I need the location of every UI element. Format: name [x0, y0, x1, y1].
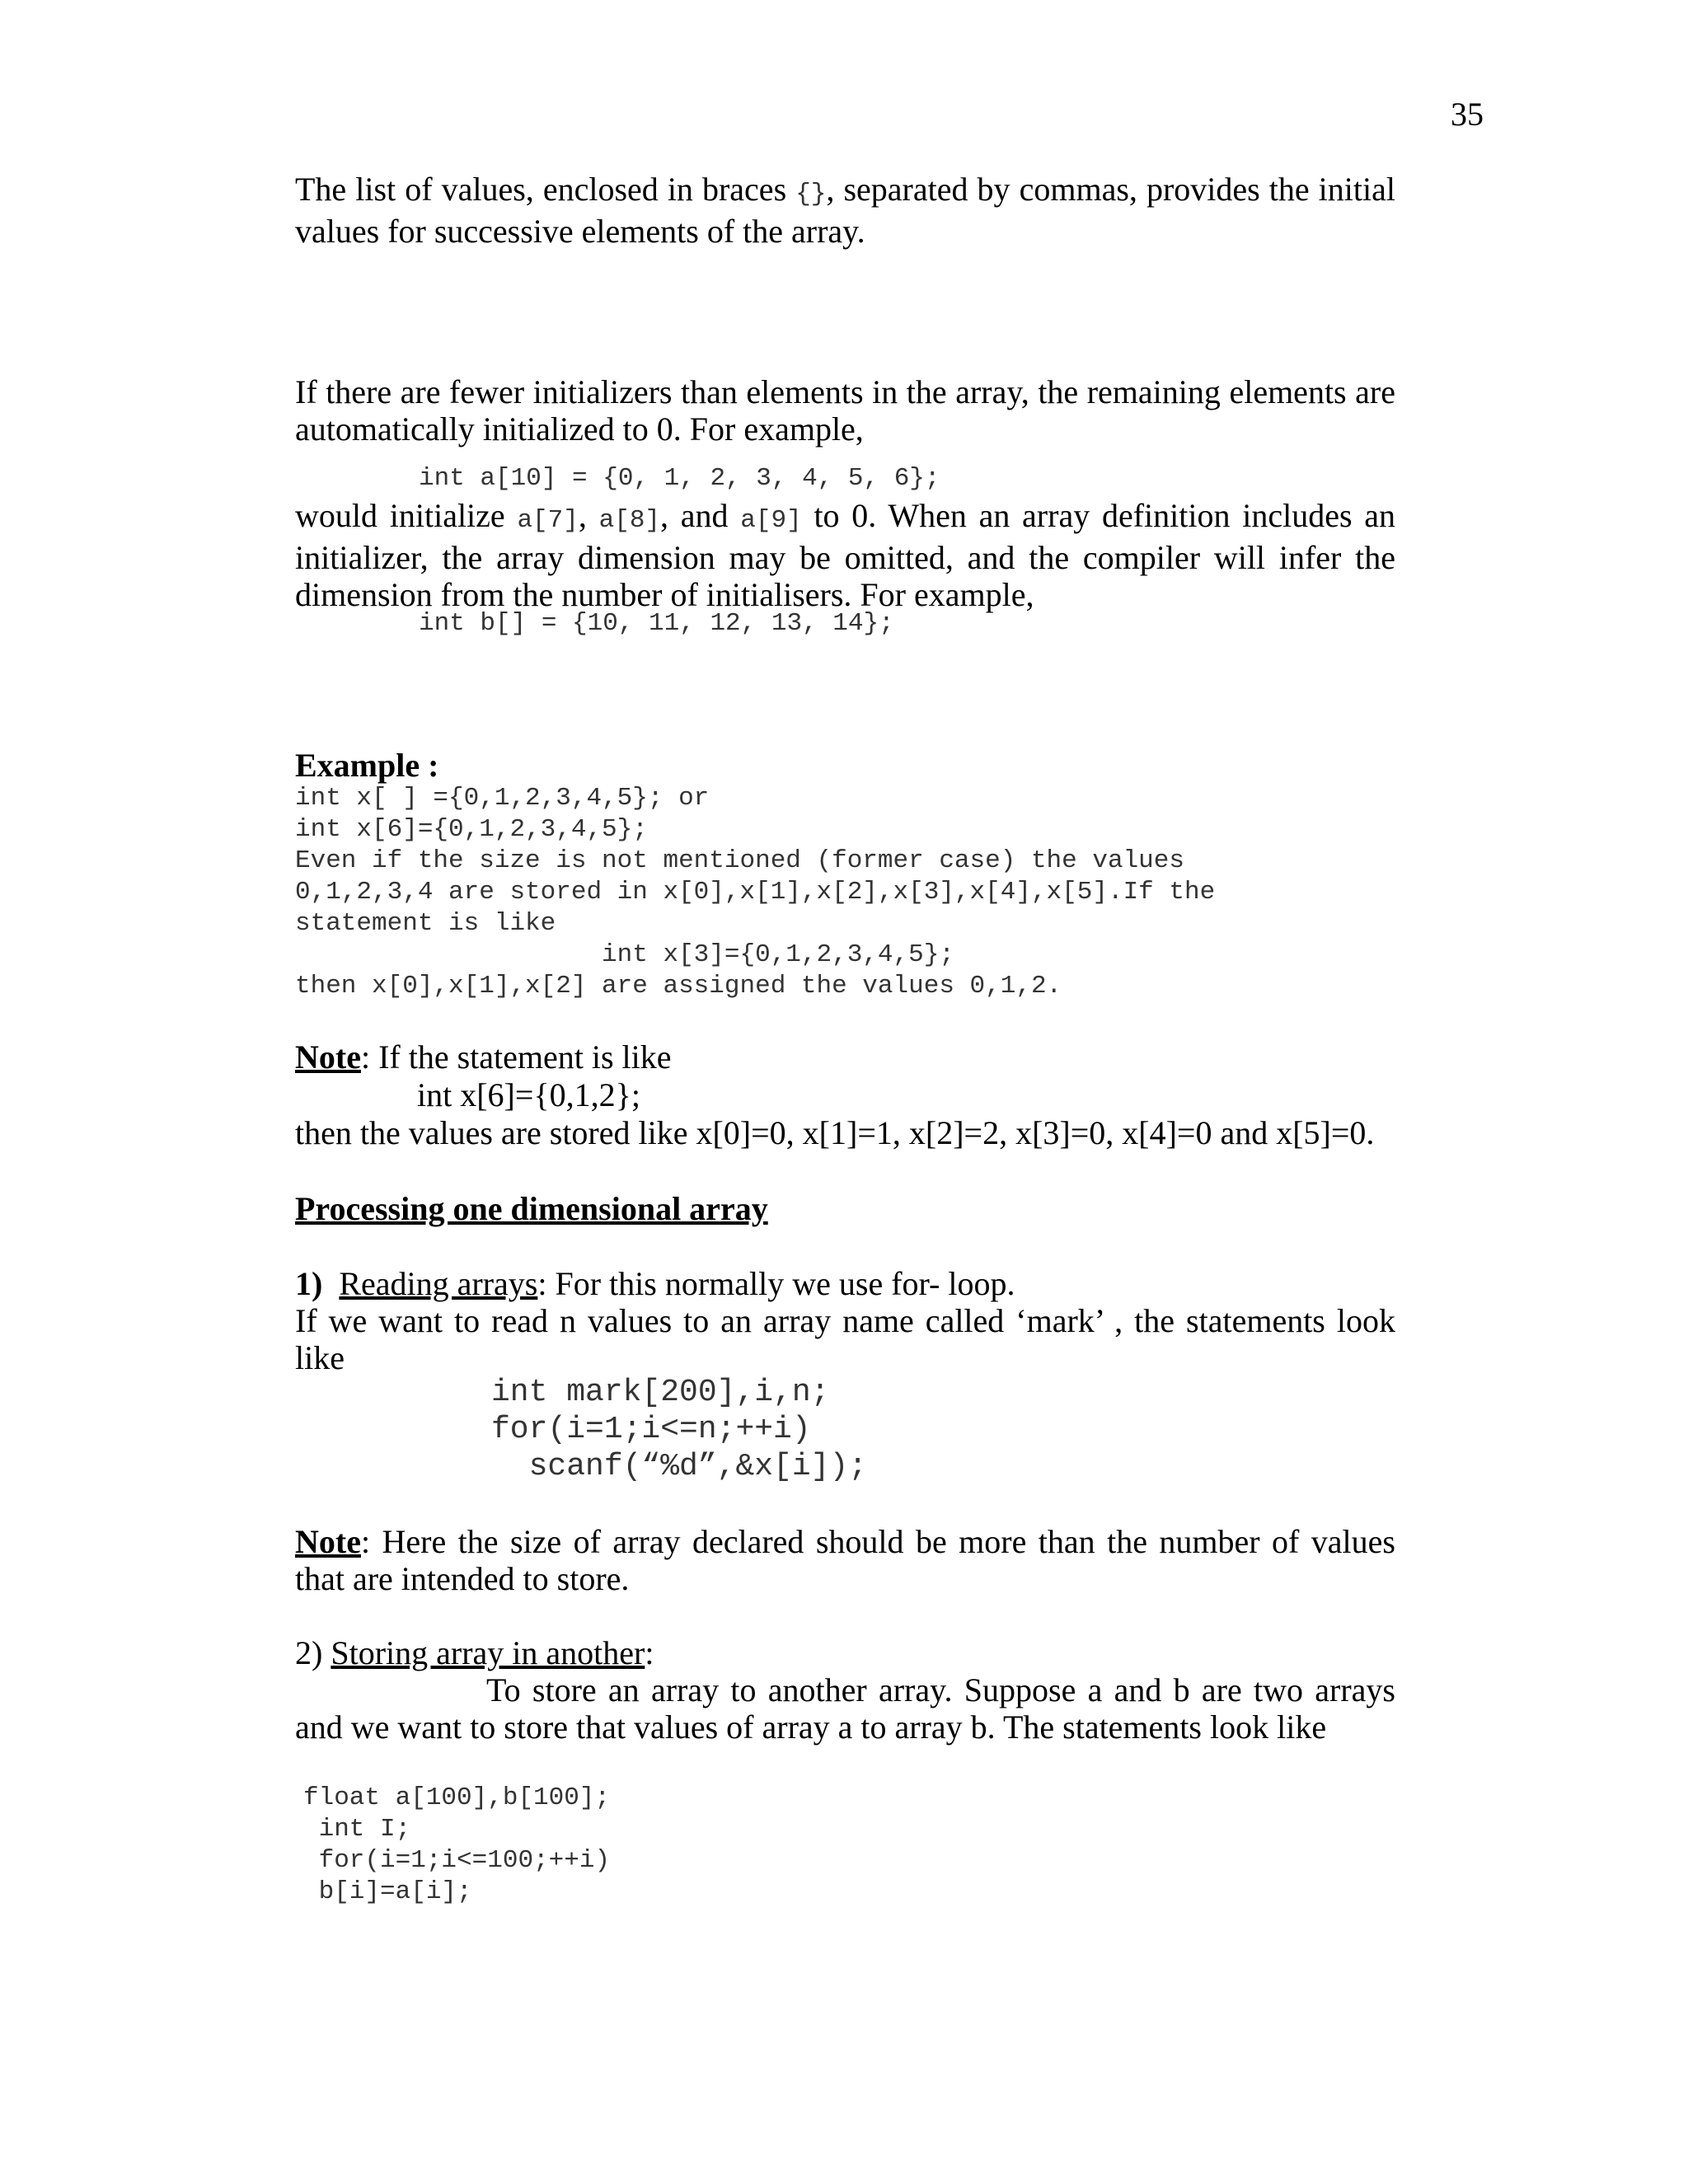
reading-arrays-description: If we want to read n values to an array name called ‘mark’ , the statements look like [295, 1302, 1395, 1376]
code-line: for(i=1;i<=n;++i) [491, 1412, 811, 1447]
text: The list of values, enclosed in braces [295, 171, 796, 208]
storing-code-block [295, 1783, 1404, 1908]
code-example-a: int a[10] = {0, 1, 2, 3, 4, 5, 6}; [419, 464, 940, 493]
code-line: b[i]=a[i]; [303, 1877, 472, 1906]
text: : Here the size of array declared should be more than the number of values that are intended to store. [295, 1523, 1395, 1597]
reading-arrays-title [295, 1265, 1395, 1302]
note-label: Note [295, 1523, 361, 1560]
example-code-block [295, 783, 1395, 1002]
paragraph-fewer-initializers: If there are fewer initializers than elements in the array, the remaining elements are automatically initialized to 0. For example, [295, 373, 1395, 448]
paragraph-would-initialize [295, 497, 1395, 613]
text: to 0. When an array definition includes an initializer, the array dimension may be omitted, and the compiler will infer the dimension from the number of initialisers. For example, [295, 497, 1396, 613]
code-line: scanf(“%d”,&x[i]); [491, 1449, 868, 1484]
inline-code: a[8] [598, 506, 661, 535]
code-line: int I; [303, 1815, 411, 1844]
example-line: int x[3]={0,1,2,3,4,5}; [295, 940, 954, 969]
note-code: int x[6]={0,1,2}; [417, 1076, 640, 1113]
example-heading: Example : [295, 747, 439, 784]
example-line: then x[0],x[1],x[2] are assigned the values 0,1,2. [295, 972, 1062, 1001]
note-size [295, 1523, 1395, 1597]
item-number: 2) [295, 1634, 331, 1671]
reading-code-block [295, 1374, 1592, 1485]
inline-code: a[7] [517, 506, 579, 535]
example-line: statement is like [295, 909, 556, 938]
inline-code: a[9] [740, 506, 802, 535]
text: would initialize [295, 497, 518, 534]
storing-array-description: To store an array to another array. Suppose a and b are two arrays and we want to store that values of array a to array b. The statements look like [295, 1671, 1395, 1746]
note-label: Note [295, 1038, 361, 1076]
example-line: Even if the size is not mentioned (former case) the values [295, 846, 1184, 875]
page-number: 35 [1451, 96, 1484, 133]
code-line: int mark[200],i,n; [491, 1375, 830, 1410]
item-number: 1) [295, 1265, 323, 1302]
code-line: for(i=1;i<=100;++i) [303, 1846, 611, 1875]
text: : If the statement is like [360, 1038, 672, 1076]
text: , [578, 497, 599, 534]
paragraph-initializer-list [295, 171, 1395, 250]
example-line: 0,1,2,3,4 are stored in x[0],x[1],x[2],x[3],x[4],x[5].If the [295, 878, 1216, 907]
note-result: then the values are stored like x[0]=0, x[1]=1, x[2]=2, x[3]=0, x[4]=0 and x[5]=0. [295, 1114, 1375, 1151]
text: , separated by commas, provides the initial values for successive elements of the array. [295, 171, 1395, 250]
subsection-title: Reading arrays [339, 1265, 538, 1302]
section-heading: Processing one dimensional array [295, 1190, 768, 1227]
text: : For this normally we use for- loop. [537, 1265, 1015, 1302]
inline-code: {} [795, 180, 827, 209]
example-line: int x[ ] ={0,1,2,3,4,5}; or [295, 784, 710, 813]
code-example-b: int b[] = {10, 11, 12, 13, 14}; [419, 609, 894, 638]
example-line: int x[6]={0,1,2,3,4,5}; [295, 815, 648, 844]
subsection-title: Storing array in another [331, 1634, 645, 1671]
text: , and [660, 497, 741, 534]
note-statement [295, 1038, 1395, 1076]
storing-array-title [295, 1634, 1395, 1671]
code-line: float a[100],b[100]; [303, 1783, 611, 1812]
text: : [645, 1634, 654, 1671]
